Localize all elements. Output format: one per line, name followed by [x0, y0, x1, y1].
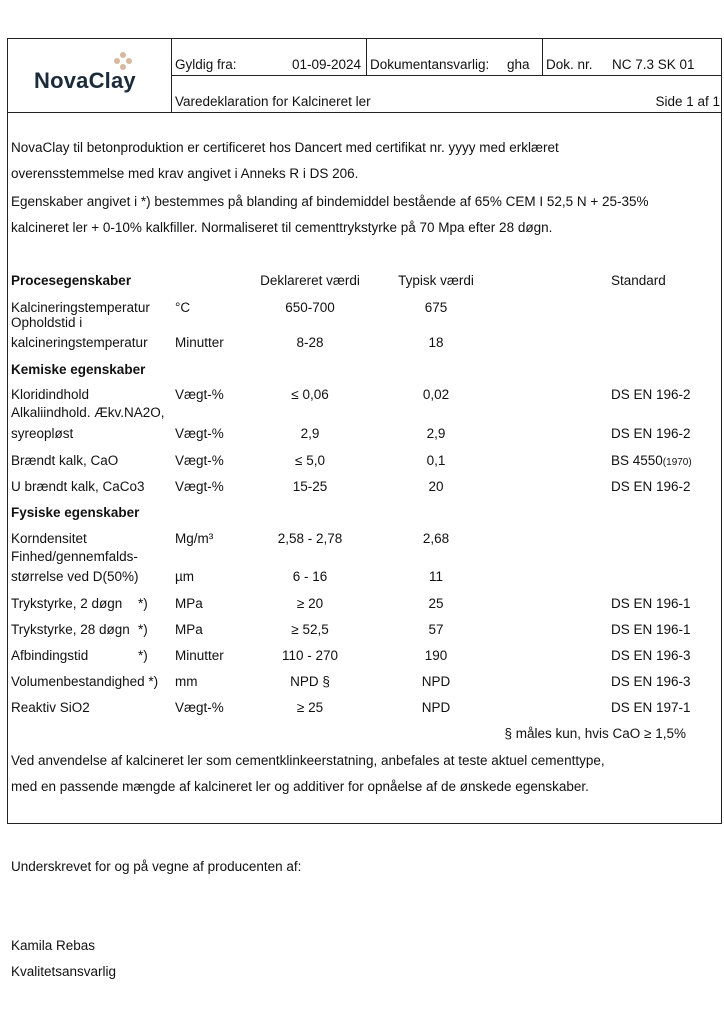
row-unit: Vægt-%	[175, 453, 224, 468]
row-standard: DS EN 196-3	[611, 674, 691, 689]
row-standard: DS EN 197-1	[611, 700, 691, 715]
intro-line-2: overensstemmelse med krav angivet i Anneks R i DS 206.	[11, 166, 359, 181]
intro-line-3: Egenskaber angivet i *) bestemmes på blanding af bindemiddel bestående af 65% CEM I 52,5 N + 25-35%	[11, 194, 649, 209]
row-unit: MPa	[175, 596, 203, 611]
col-header-property: Procesegenskaber	[11, 273, 132, 288]
row-unit: MPa	[175, 622, 203, 637]
header-divider	[7, 112, 722, 113]
table-footnote: § måles kun, hvis CaO ≥ 1,5%	[504, 726, 686, 741]
row-unit: Vægt-%	[175, 426, 224, 441]
novaclay-logo	[34, 52, 146, 96]
doc-number-value: NC 7.3 SK 01	[612, 57, 695, 72]
row-declared: ≥ 20	[296, 596, 324, 611]
row-standard	[611, 452, 692, 472]
recommendation-line-1: Ved anvendelse af kalcineret ler som cementklinkeerstatning, anbefales at teste aktuel cementtype,	[11, 753, 605, 768]
row-star: *)	[138, 596, 148, 611]
row-declared: 15-25	[292, 479, 328, 494]
row-typical: 11	[428, 569, 443, 584]
section-physical: Fysiske egenskaber	[11, 505, 140, 520]
row-declared: 8-28	[296, 335, 324, 350]
row-standard: DS EN 196-2	[611, 387, 691, 402]
row-declared: 2,58 - 2,78	[277, 531, 343, 546]
row-property: Opholdstid i	[11, 315, 83, 330]
row-standard: DS EN 196-2	[611, 426, 691, 441]
row-property: Trykstyrke, 28 døgn	[11, 622, 130, 637]
row-standard: DS EN 196-3	[611, 648, 691, 663]
row-declared: ≤ 5,0	[295, 453, 325, 468]
row-standard: DS EN 196-1	[611, 622, 691, 637]
row-typical: 18	[428, 335, 444, 350]
header-mid-line	[171, 75, 722, 76]
row-declared: 6 - 16	[292, 569, 328, 584]
row-standard: DS EN 196-1	[611, 596, 691, 611]
row-property-line-2: syreopløst	[11, 426, 74, 441]
signature-intro: Underskrevet for og på vegne af producenten af:	[11, 859, 302, 874]
row-unit: Minutter	[175, 335, 224, 350]
logo-text: NovaClay	[34, 68, 136, 93]
row-typical: 57	[428, 622, 444, 637]
header-vline-2	[366, 38, 367, 75]
row-declared: 2,9	[300, 426, 320, 441]
row-typical: 675	[424, 300, 448, 315]
row-unit: Vægt-%	[175, 700, 224, 715]
row-property: Kloridindhold	[11, 387, 90, 402]
row-property-line-2: kalcineringstemperatur	[11, 335, 148, 350]
row-typical: 20	[428, 479, 444, 494]
row-declared: 650-700	[285, 300, 335, 315]
row-star: *)	[138, 648, 148, 663]
row-property: Afbindingstid	[11, 648, 89, 663]
row-typical: 25	[428, 596, 444, 611]
row-property: Finhed/gennemfalds-	[11, 549, 138, 564]
row-typical: NPD	[421, 674, 451, 689]
col-header-standard: Standard	[611, 273, 666, 288]
intro-line-4: kalcineret ler + 0-10% kalkfiller. Normaliseret til cementtrykstyrke på 70 Mpa efter 28 døgn.	[11, 220, 553, 235]
row-unit: Vægt-%	[175, 479, 224, 494]
row-typical: NPD	[421, 700, 451, 715]
signatory-name: Kamila Rebas	[11, 938, 96, 953]
doc-responsible-label: Dokumentansvarlig:	[370, 57, 490, 72]
row-unit: Vægt-%	[175, 387, 224, 402]
doc-responsible-value: gha	[507, 57, 530, 72]
row-property: Korndensitet	[11, 531, 87, 546]
row-unit: µm	[175, 569, 195, 584]
col-header-typical: Typisk værdi	[398, 273, 474, 288]
row-star: *)	[138, 622, 148, 637]
row-property: U brændt kalk, CaCo3	[11, 479, 145, 494]
row-unit: Mg/m³	[175, 531, 214, 546]
row-typical: 2,68	[422, 531, 450, 546]
row-typical: 190	[424, 648, 448, 663]
row-declared: NPD §	[290, 674, 330, 689]
row-property-line-2: størrelse ved D(50%)	[11, 569, 139, 584]
doc-number-label: Dok. nr.	[546, 57, 593, 72]
row-declared: ≥ 25	[296, 700, 324, 715]
doc-title: Varedeklaration for Kalcineret ler	[175, 94, 371, 109]
col-header-declared: Deklareret værdi	[260, 273, 360, 288]
row-typical: 0,02	[422, 387, 450, 402]
row-typical: 2,9	[426, 426, 446, 441]
valid-from-value: 01-09-2024	[292, 57, 362, 72]
row-property: Kalcineringstemperatur	[11, 300, 150, 315]
valid-from-label: Gyldig fra:	[175, 57, 237, 72]
row-declared: ≥ 52,5	[291, 622, 329, 637]
header-vline-3	[542, 38, 543, 75]
section-chemical: Kemiske egenskaber	[11, 362, 146, 377]
row-declared: 110 - 270	[281, 648, 339, 663]
standard-year: (1970)	[662, 457, 692, 468]
row-property: Volumenbestandighed *)	[11, 674, 159, 689]
row-property: Reaktiv SiO2	[11, 700, 90, 715]
row-property: Trykstyrke, 2 døgn	[11, 596, 123, 611]
row-unit: °C	[175, 300, 191, 315]
row-unit: Minutter	[175, 648, 224, 663]
intro-line-1: NovaClay til betonproduktion er certificeret hos Dancert med certifikat nr. yyyy med erklæret	[11, 140, 559, 155]
row-typical: 0,1	[426, 453, 446, 468]
row-property: Alkaliindhold. Ækv.NA2O,	[11, 405, 165, 420]
standard-code: BS 4550	[611, 453, 663, 468]
row-unit: mm	[175, 674, 198, 689]
row-standard: DS EN 196-2	[611, 479, 691, 494]
signatory-title: Kvalitetsansvarlig	[11, 964, 117, 979]
recommendation-line-2: med en passende mængde af kalcineret ler og additiver for opnåelse af de ønskede egenskaber.	[11, 779, 589, 794]
page-indicator: Side 1 af 1	[655, 94, 720, 109]
row-declared: ≤ 0,06	[291, 387, 329, 402]
row-property: Brændt kalk, CaO	[11, 453, 119, 468]
